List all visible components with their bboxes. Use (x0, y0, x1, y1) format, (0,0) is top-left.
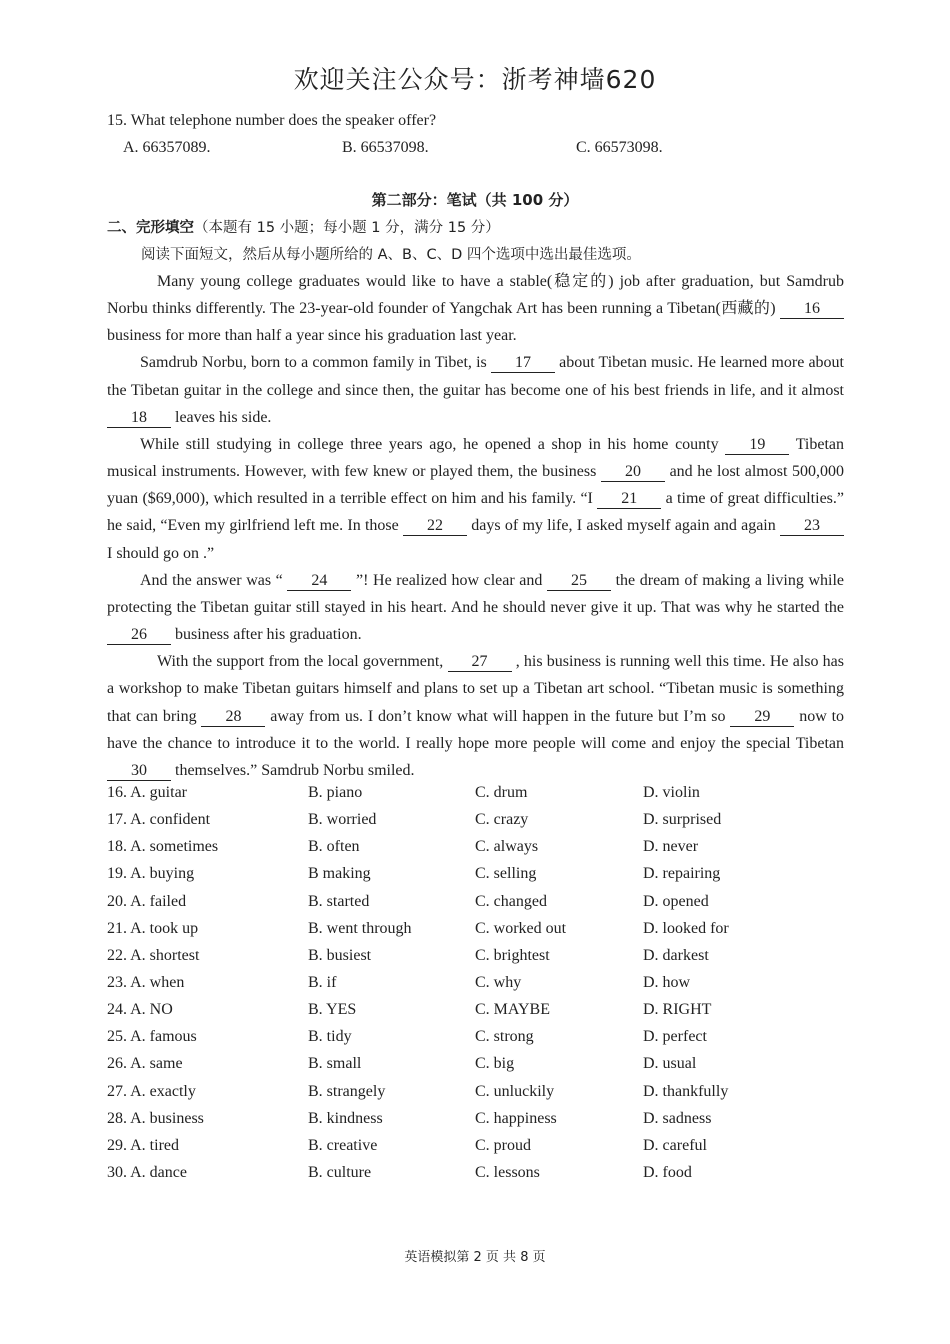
blank-21: 21 (597, 490, 661, 509)
option-row-28: 28. A. business B. kindness C. happiness D. sadness (107, 1109, 712, 1127)
option-row-26: 26. A. same B. small C. big D. usual (107, 1055, 697, 1073)
answer-options (107, 784, 847, 1191)
option-row-20: 20. A. failed B. started C. changed D. opened (107, 892, 709, 910)
option-row-29: 29. A. tired B. creative C. proud D. careful (107, 1136, 707, 1154)
option-row-18: 18. A. sometimes B. often C. always D. never (107, 838, 699, 856)
paragraph-4: And the answer was “ 24 ”! He realized how clear and 25 the dream of making a living while protecting the Tibetan guitar still stayed in his heart. And he should never give it up. That was why he started the 26 business after his graduation. (107, 571, 845, 644)
section-heading (107, 216, 500, 237)
option-row-24: 24. A. NO B. YES C. MAYBE D. RIGHT (107, 1001, 712, 1019)
page-footer: 英语模拟第 2 页 共 8 页 (404, 1250, 546, 1265)
blank-18: 18 (107, 409, 171, 428)
option-row-17: 17. A. confident B. worried C. crazy D. surprised (107, 811, 722, 829)
blank-28: 28 (201, 708, 265, 727)
blank-20: 20 (601, 463, 665, 482)
blank-23: 23 (780, 517, 844, 536)
question-15: 15. What telephone number does the speaker offer? (107, 112, 437, 129)
option-row-16: 16. A. guitar B. piano C. drum D. violin (107, 784, 700, 801)
option-row-23: 23. A. when B. if C. why D. how (107, 973, 691, 991)
paragraph-1: Many young college graduates would like to have a stable(稳定的) job after graduation, but Samdrub Norbu thinks differently. The 23-year-old founder of Yangchak Art has been running a Tibetan(西藏的) 16 business for more than half a year since his graduation last year. (107, 273, 844, 345)
option-row-21: 21. A. took up B. went through C. worked out D. looked for (107, 919, 729, 937)
blank-19: 19 (725, 436, 789, 455)
option-row-19: 19. A. buying B making C. selling D. repairing (107, 865, 721, 883)
cloze-passage (107, 268, 844, 784)
section-title: 二、完形填空 (107, 220, 194, 236)
blank-24: 24 (287, 572, 351, 591)
blank-16: 16 (780, 300, 844, 319)
page-header: 欢迎关注公众号：浙考神墙620 (293, 65, 657, 94)
blank-26: 26 (107, 626, 171, 645)
option-row-30: 30. A. dance B. culture C. lessons D. food (107, 1163, 692, 1181)
blank-30: 30 (107, 762, 171, 781)
option-row-27: 27. A. exactly B. strangely C. unluckily D. thankfully (107, 1082, 729, 1100)
part-title: 第二部分：笔试（共 100 分） (371, 191, 579, 209)
option-row-25: 25. A. famous B. tidy C. strong D. perfect (107, 1028, 707, 1046)
option-a: A. 66357089. (123, 139, 211, 156)
option-row-22: 22. A. shortest B. busiest C. brightest D. darkest (107, 946, 709, 964)
blank-17: 17 (491, 354, 555, 373)
blank-22: 22 (403, 517, 467, 536)
paragraph-5: With the support from the local government, 27 , his business is running well this time. He also has a workshop to make Tibetan guitars himself and plans to set up a Tibetan art school. “Tibetan music is something that can bring 28 away from us. I don’t know what will happen in the future but I’m so 29 now to have the chance to introduce it to the world. I really hope more people will come and enjoy the special Tibetan 30 themselves.” Samdrub Norbu smiled. (107, 653, 845, 779)
section-instruction: 阅读下面短文，然后从每小题所给的 A、B、C、D 四个选项中选出最佳选项。 (141, 247, 641, 263)
blank-29: 29 (730, 708, 794, 727)
section-desc: （本题有 15 小题；每小题 1 分，满分 15 分） (194, 220, 500, 236)
blank-25: 25 (547, 572, 611, 591)
option-b: B. 66537098. (342, 139, 429, 156)
paragraph-3: While still studying in college three years ago, he opened a shop in his home county 19 Tibetan musical instruments. However, with few knew or played them, the business 20 and he lost almost 500,000 yuan ($69,000), which resulted in a terrible effect on him and his family. “I 21 a time of great difficulties.” he said, “Even my girlfriend left me. In those 22 days of my life, I asked myself again and again 23 I should go on .” (107, 435, 845, 562)
paragraph-2: Samdrub Norbu, born to a common family in Tibet, is 17 about Tibetan music. He learned more about the Tibetan guitar in the college and since then, the guitar has become one of his best friends in life, and it almost 18 leaves his side. (107, 354, 845, 426)
blank-27: 27 (448, 653, 512, 672)
option-c: C. 66573098. (576, 139, 663, 156)
